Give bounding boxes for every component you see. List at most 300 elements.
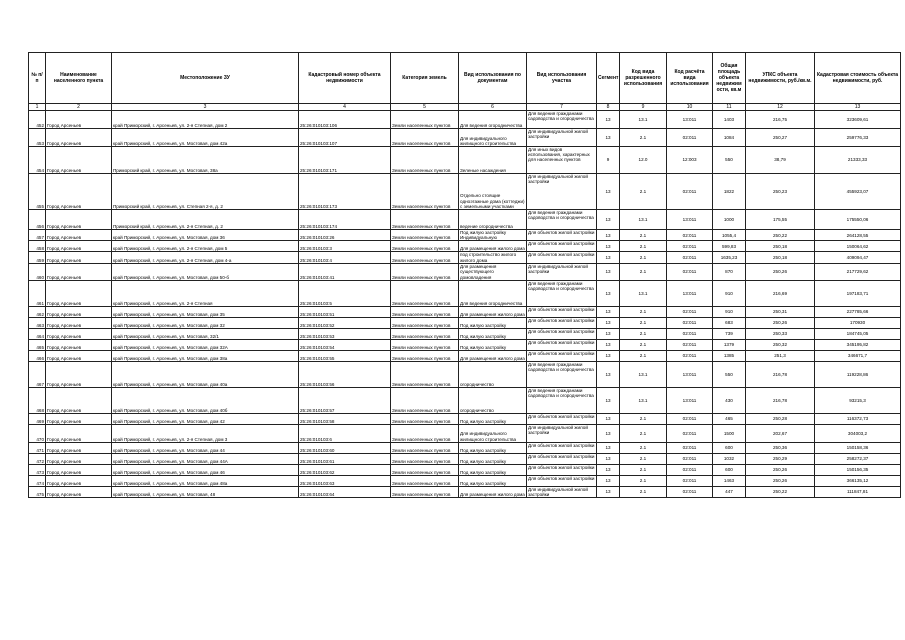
total-area: 430 bbox=[713, 387, 746, 413]
total-area: 1463 bbox=[713, 475, 746, 486]
land-category: Земли населенных пунктов bbox=[391, 413, 459, 424]
calc-use-code: 02:011 bbox=[667, 230, 713, 241]
total-area: 550 bbox=[713, 361, 746, 387]
row-number: 465 bbox=[29, 339, 46, 350]
upks-value: 250,22 bbox=[746, 486, 815, 497]
calc-use-code: 13:011 bbox=[667, 210, 713, 230]
calc-use-code: 02:011 bbox=[667, 413, 713, 424]
cadastral-cost: 455923,07 bbox=[815, 174, 901, 210]
permitted-use-code: 13.1 bbox=[620, 210, 667, 230]
cadastral-number: 25:26:010103:41 bbox=[299, 263, 391, 280]
calc-use-code: 02:011 bbox=[667, 442, 713, 453]
segment: 13 bbox=[597, 241, 620, 252]
land-location: край Приморский, г. Арсеньев, ул. Мостовая, дом 42 bbox=[112, 413, 299, 424]
permitted-use-code: 2.1 bbox=[620, 252, 667, 263]
cadastral-cost: 170930 bbox=[815, 317, 901, 328]
town-name: Город Арсеньев bbox=[46, 442, 112, 453]
calc-use-code: 02:011 bbox=[667, 129, 713, 147]
use-by-documents: Для размещения жилого дома bbox=[459, 350, 527, 361]
table-row bbox=[29, 306, 901, 317]
calc-use-code: 02:011 bbox=[667, 317, 713, 328]
cadastral-number: 25:26:010103:3 bbox=[299, 241, 391, 252]
total-area: 600 bbox=[713, 442, 746, 453]
total-area: 1403 bbox=[713, 111, 746, 129]
cadastral-number: 25:26:010103:56 bbox=[299, 361, 391, 387]
calc-use-code: 02:011 bbox=[667, 339, 713, 350]
actual-use: Для ведения гражданами садоводства и огородничества bbox=[527, 210, 597, 230]
land-category: Земли населенных пунктов bbox=[391, 174, 459, 210]
segment: 13 bbox=[597, 129, 620, 147]
land-location: край Приморский, г. Арсеньев, ул. Мостовая, дом 44 bbox=[112, 442, 299, 453]
use-by-documents: Для размещения жилого дома bbox=[459, 486, 527, 497]
calc-use-code: 02:011 bbox=[667, 252, 713, 263]
table-row bbox=[29, 413, 901, 424]
upks-value: 250,26 bbox=[746, 263, 815, 280]
segment: 13 bbox=[597, 306, 620, 317]
land-location: край Приморский, г. Арсеньев, ул. Мостовая, дом 44А bbox=[112, 453, 299, 464]
row-number: 454 bbox=[29, 147, 46, 174]
cadastral-cost: 264128,55 bbox=[815, 230, 901, 241]
town-name: Город Арсеньев bbox=[46, 361, 112, 387]
actual-use: Для объектов жилой застройки bbox=[527, 230, 597, 241]
use-by-documents: Зеленые насаждения bbox=[459, 147, 527, 174]
column-number: 4 bbox=[299, 104, 391, 111]
land-category: Земли населенных пунктов bbox=[391, 147, 459, 174]
upks-value: 250,33 bbox=[746, 328, 815, 339]
column-number: 2 bbox=[46, 104, 112, 111]
column-number: 13 bbox=[815, 104, 901, 111]
permitted-use-code: 2.1 bbox=[620, 424, 667, 442]
town-name: Город Арсеньев bbox=[46, 413, 112, 424]
town-name: Город Арсеньев bbox=[46, 210, 112, 230]
land-category: Земли населенных пунктов bbox=[391, 475, 459, 486]
total-area: 550 bbox=[713, 147, 746, 174]
use-by-documents: Под жилую застройку Индивидуальную bbox=[459, 230, 527, 241]
table-row bbox=[29, 252, 901, 263]
segment: 13 bbox=[597, 350, 620, 361]
row-number: 460 bbox=[29, 263, 46, 280]
actual-use: Для объектов жилой застройки bbox=[527, 317, 597, 328]
column-header: Код расчёта вида использования bbox=[667, 53, 713, 104]
total-area: 1032 bbox=[713, 453, 746, 464]
column-number: 7 bbox=[527, 104, 597, 111]
land-location: край Приморский, г. Арсеньев, ул. 2-я Степная, дом 5 bbox=[112, 241, 299, 252]
column-header: Местоположение ЗУ bbox=[112, 53, 299, 104]
cadastral-number: 25:26:010103:107 bbox=[299, 129, 391, 147]
land-location: край Приморский, г. Арсеньев, ул. 2-я Степная, дом 2 bbox=[112, 111, 299, 129]
table-row bbox=[29, 317, 901, 328]
cadastral-number: 25:26:010103:64 bbox=[299, 486, 391, 497]
total-area: 1000 bbox=[713, 210, 746, 230]
cadastral-number: 25:26:010103:6 bbox=[299, 424, 391, 442]
land-category: Земли населенных пунктов bbox=[391, 306, 459, 317]
calc-use-code: 13:011 bbox=[667, 111, 713, 129]
cadastral-cost: 345195,82 bbox=[815, 339, 901, 350]
column-header: Вид использования участка bbox=[527, 53, 597, 104]
segment: 13 bbox=[597, 339, 620, 350]
column-header: Общая площадь объекта недвижим ости, кв.м bbox=[713, 53, 746, 104]
permitted-use-code: 2.1 bbox=[620, 350, 667, 361]
land-location: край Приморский, г. Арсеньев, ул. Мостовая, дом 38а bbox=[112, 350, 299, 361]
actual-use: Для объектов жилой застройки bbox=[527, 306, 597, 317]
calc-use-code: 02:011 bbox=[667, 424, 713, 442]
calc-use-code: 02:011 bbox=[667, 486, 713, 497]
upks-value: 38,79 bbox=[746, 147, 815, 174]
use-by-documents: Отдельно стоящие одноэтажные дома (коттеджи) с земельными участками bbox=[459, 174, 527, 210]
cadastral-cost: 21333,33 bbox=[815, 147, 901, 174]
use-by-documents: Для размещения существующего домовладения bbox=[459, 263, 527, 280]
column-number: 11 bbox=[713, 104, 746, 111]
use-by-documents: Для размещения жилого дома bbox=[459, 241, 527, 252]
table-row bbox=[29, 475, 901, 486]
land-category: Земли населенных пунктов bbox=[391, 328, 459, 339]
town-name: Город Арсеньев bbox=[46, 306, 112, 317]
column-number: 1 bbox=[29, 104, 46, 111]
permitted-use-code: 12.0 bbox=[620, 147, 667, 174]
permitted-use-code: 2.1 bbox=[620, 306, 667, 317]
town-name: Город Арсеньев bbox=[46, 280, 112, 306]
cadastral-cost: 304003,2 bbox=[815, 424, 901, 442]
land-category: Земли населенных пунктов bbox=[391, 339, 459, 350]
row-number: 452 bbox=[29, 111, 46, 129]
calc-use-code: 02:011 bbox=[667, 174, 713, 210]
column-header: Сегмент bbox=[597, 53, 620, 104]
column-header: Кадастровая стоимость объекта недвижимости, руб. bbox=[815, 53, 901, 104]
upks-value: 175,55 bbox=[746, 210, 815, 230]
use-by-documents: Под жилую застройку bbox=[459, 442, 527, 453]
cadastral-table bbox=[28, 52, 901, 498]
row-number: 474 bbox=[29, 475, 46, 486]
use-by-documents: Для индивидуального жилищного строительства bbox=[459, 424, 527, 442]
row-number: 457 bbox=[29, 230, 46, 241]
town-name: Город Арсеньев bbox=[46, 486, 112, 497]
table-header bbox=[29, 53, 901, 111]
cadastral-number: 25:26:010103:62 bbox=[299, 464, 391, 475]
segment: 13 bbox=[597, 486, 620, 497]
permitted-use-code: 2.1 bbox=[620, 442, 667, 453]
row-number: 459 bbox=[29, 252, 46, 263]
upks-value: 250,32 bbox=[746, 339, 815, 350]
segment: 13 bbox=[597, 280, 620, 306]
table-row bbox=[29, 486, 901, 497]
cadastral-number: 25:26:010103:173 bbox=[299, 174, 391, 210]
upks-value: 250,23 bbox=[746, 174, 815, 210]
actual-use: Для объектов жилой застройки bbox=[527, 252, 597, 263]
upks-value: 250,31 bbox=[746, 306, 815, 317]
cadastral-cost: 259776,33 bbox=[815, 129, 901, 147]
use-by-documents: ведение огородничества bbox=[459, 210, 527, 230]
segment: 13 bbox=[597, 387, 620, 413]
town-name: Город Арсеньев bbox=[46, 111, 112, 129]
total-area: 1084 bbox=[713, 129, 746, 147]
town-name: Город Арсеньев bbox=[46, 230, 112, 241]
use-by-documents: Под жилую застройку bbox=[459, 475, 527, 486]
table-row bbox=[29, 174, 901, 210]
actual-use: Для индивидуальной жилой застройки bbox=[527, 129, 597, 147]
table-row bbox=[29, 263, 901, 280]
total-area: 1385 bbox=[713, 350, 746, 361]
actual-use: Для объектов жилой застройки bbox=[527, 475, 597, 486]
cadastral-number: 25:26:010103:63 bbox=[299, 475, 391, 486]
actual-use: Для ведения гражданами садоводства и огородничества bbox=[527, 280, 597, 306]
land-location: край Приморский, г. Арсеньев, ул. Мостовая, дом 48а bbox=[112, 475, 299, 486]
calc-use-code: 02:011 bbox=[667, 328, 713, 339]
actual-use: Для индивидуальной жилой застройки bbox=[527, 424, 597, 442]
land-category: Земли населенных пунктов bbox=[391, 453, 459, 464]
calc-use-code: 02:011 bbox=[667, 263, 713, 280]
cadastral-cost: 93215,3 bbox=[815, 387, 901, 413]
calc-use-code: 02:011 bbox=[667, 453, 713, 464]
cadastral-cost: 197183,71 bbox=[815, 280, 901, 306]
upks-value: 250,18 bbox=[746, 241, 815, 252]
cadastral-number: 25:26:010103:26 bbox=[299, 230, 391, 241]
land-location: край Приморский, г. Арсеньев, ул. Мостовая, 32/1 bbox=[112, 328, 299, 339]
table-row bbox=[29, 464, 901, 475]
cadastral-number: 25:26:010103:58 bbox=[299, 413, 391, 424]
cadastral-number: 25:26:010103:53 bbox=[299, 328, 391, 339]
permitted-use-code: 2.1 bbox=[620, 486, 667, 497]
cadastral-number: 25:26:010103:57 bbox=[299, 387, 391, 413]
actual-use: Для объектов жилой застройки bbox=[527, 453, 597, 464]
land-category: Земли населенных пунктов bbox=[391, 387, 459, 413]
upks-value: 250,27 bbox=[746, 129, 815, 147]
town-name: Город Арсеньев bbox=[46, 252, 112, 263]
use-by-documents: Под жилую застройку bbox=[459, 317, 527, 328]
row-number: 471 bbox=[29, 442, 46, 453]
total-area: 739 bbox=[713, 328, 746, 339]
calc-use-code: 02:011 bbox=[667, 241, 713, 252]
segment: 13 bbox=[597, 230, 620, 241]
segment: 13 bbox=[597, 263, 620, 280]
land-location: край Приморский, г. Арсеньев, ул. Мостовая, 48 bbox=[112, 486, 299, 497]
land-location: край Приморский, г. Арсеньев, ул. Мостовая, дом 40а bbox=[112, 361, 299, 387]
land-category: Земли населенных пунктов bbox=[391, 350, 459, 361]
total-area: 1500 bbox=[713, 424, 746, 442]
use-by-documents: Для ведения огородничества bbox=[459, 280, 527, 306]
actual-use: Для объектов жилой застройки bbox=[527, 464, 597, 475]
land-location: край Приморский, г. Арсеньев, ул. Мостовая, дом 46 bbox=[112, 464, 299, 475]
upks-value: 250,22 bbox=[746, 230, 815, 241]
table-row bbox=[29, 129, 901, 147]
row-number: 469 bbox=[29, 413, 46, 424]
use-by-documents: под строительство жилого жилого дома bbox=[459, 252, 527, 263]
row-number: 468 bbox=[29, 387, 46, 413]
calc-use-code: 12:003 bbox=[667, 147, 713, 174]
segment: 13 bbox=[597, 464, 620, 475]
column-number: 5 bbox=[391, 104, 459, 111]
cadastral-cost: 116372,73 bbox=[815, 413, 901, 424]
permitted-use-code: 13.1 bbox=[620, 387, 667, 413]
permitted-use-code: 13.1 bbox=[620, 280, 667, 306]
total-area: 465 bbox=[713, 413, 746, 424]
column-header: Наименование населенного пункта bbox=[46, 53, 112, 104]
land-location: край Приморский, г. Арсеньев, ул. 2-я Степная, дом 3 bbox=[112, 424, 299, 442]
table-row bbox=[29, 350, 901, 361]
actual-use: Для объектов жилой застройки bbox=[527, 442, 597, 453]
table-row bbox=[29, 210, 901, 230]
row-number: 458 bbox=[29, 241, 46, 252]
use-by-documents: Для размещения жилого дома bbox=[459, 306, 527, 317]
use-by-documents: Для ведения огородничества bbox=[459, 111, 527, 129]
town-name: Город Арсеньев bbox=[46, 328, 112, 339]
land-category: Земли населенных пунктов bbox=[391, 252, 459, 263]
town-name: Город Арсеньев bbox=[46, 464, 112, 475]
permitted-use-code: 2.1 bbox=[620, 129, 667, 147]
land-location: край Приморский, г. Арсеньев, ул. Мостовая, дом 36 bbox=[112, 230, 299, 241]
segment: 13 bbox=[597, 361, 620, 387]
land-location: край Приморский, г. Арсеньев, ул. Мостовая, дом 42а bbox=[112, 129, 299, 147]
column-header: Вид использования по документам bbox=[459, 53, 527, 104]
permitted-use-code: 13.1 bbox=[620, 111, 667, 129]
total-area: 870 bbox=[713, 263, 746, 280]
row-number: 453 bbox=[29, 129, 46, 147]
table-row bbox=[29, 230, 901, 241]
cadastral-cost: 150064,62 bbox=[815, 241, 901, 252]
column-number: 12 bbox=[746, 104, 815, 111]
column-header: Кадастровый номер объекта недвижимости bbox=[299, 53, 391, 104]
permitted-use-code: 2.1 bbox=[620, 328, 667, 339]
upks-value: 250,28 bbox=[746, 413, 815, 424]
cadastral-number: 25:26:010103:51 bbox=[299, 306, 391, 317]
total-area: 599,83 bbox=[713, 241, 746, 252]
town-name: Город Арсеньев bbox=[46, 263, 112, 280]
town-name: Город Арсеньев bbox=[46, 174, 112, 210]
use-by-documents: Под жилую застройку bbox=[459, 413, 527, 424]
cadastral-cost: 184745,05 bbox=[815, 328, 901, 339]
actual-use: Для ведения гражданами садоводства и огородничества bbox=[527, 387, 597, 413]
segment: 13 bbox=[597, 453, 620, 464]
calc-use-code: 13:011 bbox=[667, 361, 713, 387]
total-area: 910 bbox=[713, 306, 746, 317]
segment: 9 bbox=[597, 147, 620, 174]
table-row bbox=[29, 339, 901, 350]
cadastral-cost: 150156,35 bbox=[815, 464, 901, 475]
upks-value: 202,67 bbox=[746, 424, 815, 442]
actual-use: Для ведения гражданами садоводства и огородничества bbox=[527, 361, 597, 387]
row-number: 467 bbox=[29, 361, 46, 387]
total-area: 447 bbox=[713, 486, 746, 497]
town-name: Город Арсеньев bbox=[46, 147, 112, 174]
actual-use: Для индивидуальной жилой застройки bbox=[527, 486, 597, 497]
segment: 13 bbox=[597, 413, 620, 424]
table-row bbox=[29, 328, 901, 339]
row-number: 475 bbox=[29, 486, 46, 497]
table-row bbox=[29, 442, 901, 453]
segment: 13 bbox=[597, 328, 620, 339]
town-name: Город Арсеньев bbox=[46, 453, 112, 464]
total-area: 600 bbox=[713, 464, 746, 475]
row-number: 464 bbox=[29, 328, 46, 339]
land-location: край Приморский, г. Арсеньев, ул. Мостовая, дом 32А bbox=[112, 339, 299, 350]
land-category: Земли населенных пунктов bbox=[391, 442, 459, 453]
row-number: 462 bbox=[29, 306, 46, 317]
actual-use: Для объектов жилой застройки bbox=[527, 413, 597, 424]
land-category: Земли населенных пунктов bbox=[391, 111, 459, 129]
row-number: 466 bbox=[29, 350, 46, 361]
land-category: Земли населенных пунктов bbox=[391, 486, 459, 497]
land-category: Земли населенных пунктов bbox=[391, 241, 459, 252]
use-by-documents: Под жилую застройку bbox=[459, 453, 527, 464]
segment: 13 bbox=[597, 111, 620, 129]
table-row bbox=[29, 387, 901, 413]
permitted-use-code: 2.1 bbox=[620, 475, 667, 486]
total-area: 1055,4 bbox=[713, 230, 746, 241]
use-by-documents: Под жилую застройку bbox=[459, 328, 527, 339]
cadastral-cost: 119228,86 bbox=[815, 361, 901, 387]
use-by-documents: огородничество bbox=[459, 387, 527, 413]
land-location: край Приморский, г. Арсеньев, ул. Мостовая, дом 40б bbox=[112, 387, 299, 413]
table-body bbox=[29, 111, 901, 498]
column-number: 10 bbox=[667, 104, 713, 111]
upks-value: 216,78 bbox=[746, 361, 815, 387]
upks-value: 250,36 bbox=[746, 442, 815, 453]
permitted-use-code: 13.1 bbox=[620, 361, 667, 387]
land-location: край Приморский, г. Арсеньев, ул. 2-я Степная, дом 4-а bbox=[112, 252, 299, 263]
column-number: 8 bbox=[597, 104, 620, 111]
use-by-documents: Для индивидуального жилищного строительства bbox=[459, 129, 527, 147]
cadastral-cost: 227785,66 bbox=[815, 306, 901, 317]
cadastral-number: 25:26:010103:61 bbox=[299, 453, 391, 464]
segment: 13 bbox=[597, 252, 620, 263]
cadastral-number: 25:26:010103:174 bbox=[299, 210, 391, 230]
actual-use: Для иных видов использования, характерных для населенных пунктов bbox=[527, 147, 597, 174]
table-row bbox=[29, 111, 901, 129]
upks-value: 216,75 bbox=[746, 111, 815, 129]
permitted-use-code: 2.1 bbox=[620, 230, 667, 241]
land-category: Земли населенных пунктов bbox=[391, 230, 459, 241]
row-number: 461 bbox=[29, 280, 46, 306]
column-header: № п/п bbox=[29, 53, 46, 104]
table-row bbox=[29, 280, 901, 306]
permitted-use-code: 2.1 bbox=[620, 464, 667, 475]
land-category: Земли населенных пунктов bbox=[391, 210, 459, 230]
actual-use: Для ведения гражданами садоводства и огородничества bbox=[527, 111, 597, 129]
row-number: 473 bbox=[29, 464, 46, 475]
table-row bbox=[29, 424, 901, 442]
row-number: 463 bbox=[29, 317, 46, 328]
land-location: край Приморский, г. Арсеньев, ул. Мостовая, дом 50-б bbox=[112, 263, 299, 280]
calc-use-code: 02:011 bbox=[667, 306, 713, 317]
actual-use: Для объектов жилой застройки bbox=[527, 350, 597, 361]
cadastral-cost: 111847,81 bbox=[815, 486, 901, 497]
segment: 13 bbox=[597, 317, 620, 328]
column-number-row bbox=[29, 104, 901, 111]
town-name: Город Арсеньев bbox=[46, 424, 112, 442]
land-category: Земли населенных пунктов bbox=[391, 263, 459, 280]
cadastral-cost: 346671,7 bbox=[815, 350, 901, 361]
segment: 13 bbox=[597, 475, 620, 486]
segment: 13 bbox=[597, 174, 620, 210]
permitted-use-code: 2.1 bbox=[620, 263, 667, 280]
row-number: 456 bbox=[29, 210, 46, 230]
table-row bbox=[29, 361, 901, 387]
segment: 13 bbox=[597, 210, 620, 230]
permitted-use-code: 2.1 bbox=[620, 413, 667, 424]
calc-use-code: 13:011 bbox=[667, 280, 713, 306]
permitted-use-code: 2.1 bbox=[620, 241, 667, 252]
column-header: УПКС объекта недвижимости, руб./кв.м. bbox=[746, 53, 815, 104]
cadastral-number: 25:26:010103:106 bbox=[299, 111, 391, 129]
land-location: край Приморский, г. Арсеньев, ул. Мостовая, дом 32 bbox=[112, 317, 299, 328]
land-location: край Приморский, г. Арсеньев, ул. 2-я Степная bbox=[112, 280, 299, 306]
town-name: Город Арсеньев bbox=[46, 317, 112, 328]
town-name: Город Арсеньев bbox=[46, 350, 112, 361]
column-number: 9 bbox=[620, 104, 667, 111]
cadastral-cost: 150158,36 bbox=[815, 442, 901, 453]
land-category: Земли населенных пунктов bbox=[391, 317, 459, 328]
table-row bbox=[29, 453, 901, 464]
use-by-documents: огородничество bbox=[459, 361, 527, 387]
